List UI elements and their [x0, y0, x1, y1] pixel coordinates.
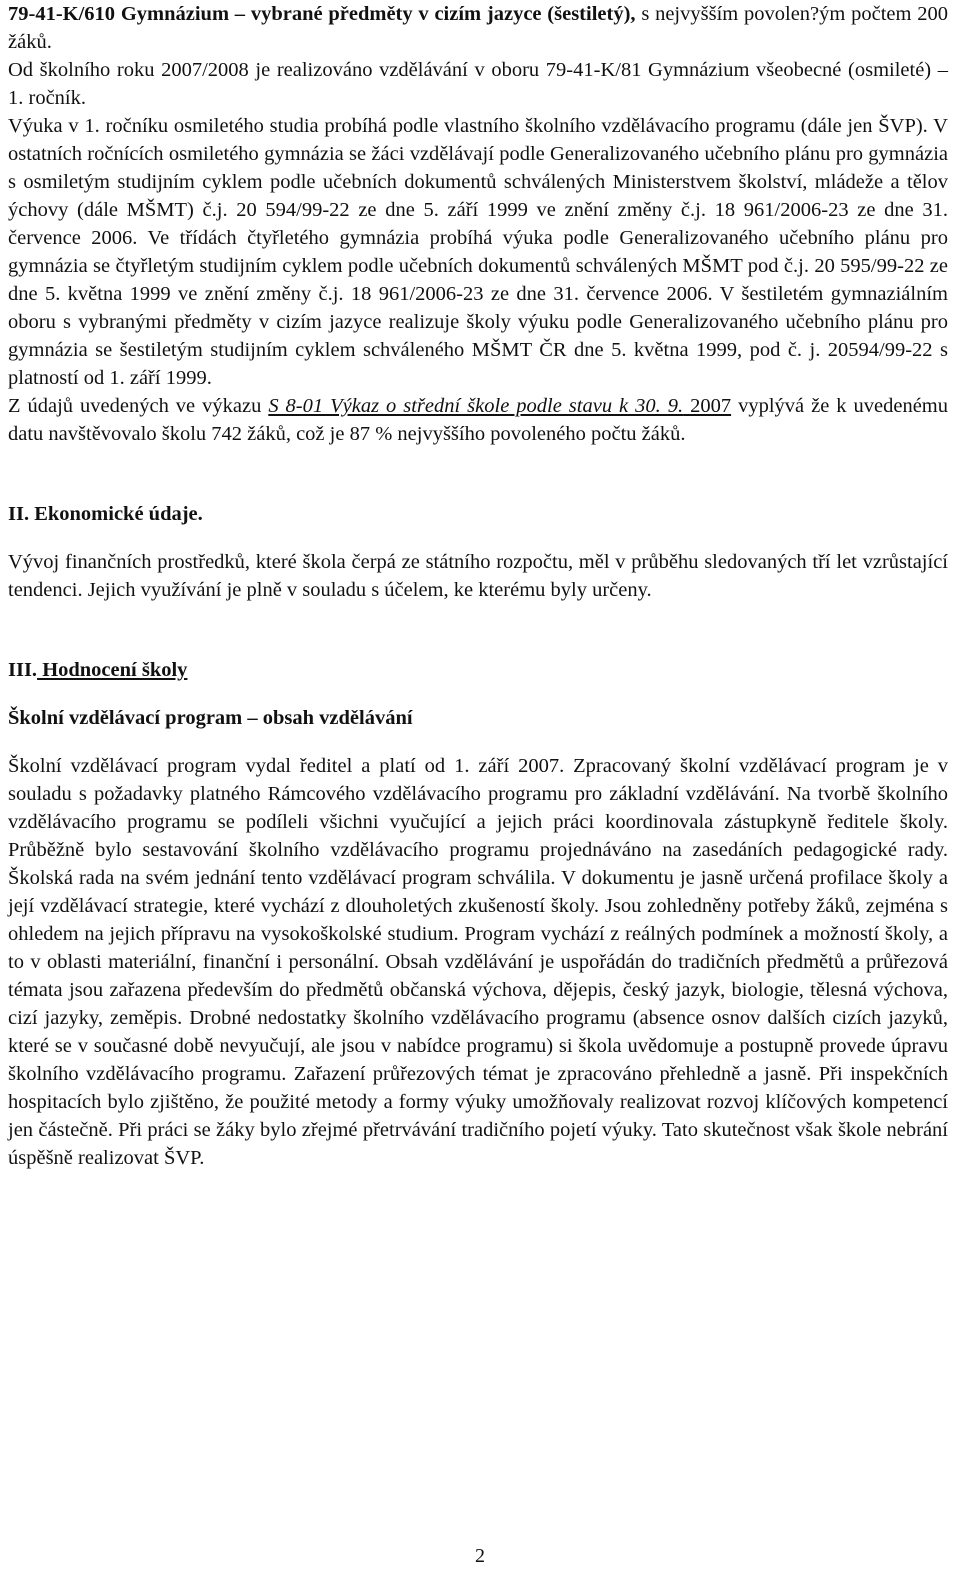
spacer — [8, 732, 948, 752]
spacer — [8, 448, 948, 500]
section-3-subheading: Školní vzdělávací program – obsah vzdělávání — [8, 707, 413, 729]
spacer — [8, 604, 948, 656]
section-2-heading: II. Ekonomické údaje. — [8, 503, 203, 525]
intro-paragraph-4 — [8, 392, 948, 448]
statistics-lead-text: Z údajů uvedených ve výkazu — [8, 395, 269, 417]
statistics-rest-text: vyplývá že k uvedenému datu navštěvovalo školu 742 žáků, což je 87 % nejvyššího povoleného počtu žáků. — [8, 395, 948, 445]
section-2-paragraph: Vývoj finančních prostředků, které škola čerpá ze státního rozpočtu, měl v průběhu sledovaných tří let vzrůstající tendenci. Jejich využívání je plně v souladu s účelem, ke kterému byly určeny. — [8, 551, 948, 601]
section-3-number: III. — [8, 659, 38, 681]
spacer — [8, 528, 948, 548]
section-3-heading — [8, 656, 948, 684]
statistics-report-title: S 8-01 Výkaz o střední škole podle stavu k 30. 9. — [268, 395, 684, 417]
intro-paragraph-1 — [8, 0, 948, 56]
document-page — [8, 0, 948, 1172]
programme-capacity-text: s nejvyšším povolen?ým počtem 200 žáků. — [8, 3, 948, 53]
intro-paragraph-3: Výuka v 1. ročníku osmiletého studia probíhá podle vlastního školního vzdělávacího programu (dále jen ŠVP). V ostatních ročnících osmiletého gymnázia se žáci vzdělávají podle Generalizovaného učebního plánu pro gymnázia s osmiletým studijním cyklem podle učebních dokumentů schválených Ministerstvem školství, mládeže a tělov ýchovy (dále MŠMT) č.j. 20 594/99-22 ze dne 5. září 1999 ve znění změny č.j. 18 961/2006-23 ze dne 31. července 2006. Ve třídách čtyřletého gymnázia probíhá výuka podle Generalizovaného učebního plánu pro gymnázia se čtyřletým studijním cyklem podle učebních dokumentů schválených MŠMT pod č.j. 20 595/99-22 ze dne 5. května 1999 ve znění změny č.j. 18 961/2006-23 ze dne 31. července 2006. V šestiletém gymnaziálním oboru s vybranými předměty v cizím jazyce realizuje školy výuku podle Generalizovaného učebního plánu pro gymnázia se šestiletým studijním cyklem schváleného MŠMT ČR dne 5. května 1999, pod č. j. 20594/99-22 s platností od 1. září 1999. — [8, 115, 948, 389]
statistics-report-year: 2007 — [683, 395, 732, 417]
section-3-paragraph: Školní vzdělávací program vydal ředitel a platí od 1. září 2007. Zpracovaný školní vzdělávací program je v souladu s požadavky platného Rámcového vzdělávacího programu pro základní vzdělávání. Na tvorbě školního vzdělávacího programu se podíleli všichni vyučující a jejich práci koordinovala zástupkyně ředitele školy. Průběžně bylo sestavování školního vzdělávacího programu projednáváno na zasedáních pedagogické rady. Školská rada na svém jednání tento vzdělávací program schválila. V dokumentu je jasně určená profilace školy a její vzdělávací strategie, které vychází z dlouholetých zkušeností školy. Jsou zohledněny potřeby žáků, zejména s ohledem na jejich přípravu na vysokoškolské studium. Program vychází z reálných podmínek a možností školy, a to v oblasti materiální, finanční i personální. Obsah vzdělávání je uspořádán do tradičních předmětů a průřezová témata jsou zařazena především do předmětů občanská výchova, dějepis, český jazyk, biologie, tělesná výchova, cizí jazyky, zeměpis. Drobné nedostatky školního vzdělávacího programu (absence osnov dalších cizích jazyků, které se v současné době nevyučují, ale jsou v nabídce programu) si škola uvědomuje a postupně provede úpravu školního vzdělávacího programu. Zařazení průřezových témat je zpracováno přehledně a jasně. Při inspekčních hospitacích bylo zjištěno, že použité metody a formy výuky umožňovaly realizovat rozvoj klíčových kompetencí jen částečně. Při práci se žáky bylo zřejmé přetrvávání tradičního pojetí výuky. Tato skutečnost však škole nebrání úspěšně realizovat ŠVP. — [8, 755, 948, 1169]
page-number: 2 — [475, 1545, 485, 1567]
programme-code-bold: 79-41-K/610 Gymnázium – vybrané předměty v cizím jazyce (šestiletý), — [8, 3, 636, 25]
spacer — [8, 684, 948, 704]
intro-paragraph-2: Od školního roku 2007/2008 je realizováno vzdělávání v oboru 79-41-K/81 Gymnázium všeobecné (osmileté) – 1. ročník. — [8, 59, 948, 109]
section-3-title: Hodnocení školy — [37, 659, 188, 681]
